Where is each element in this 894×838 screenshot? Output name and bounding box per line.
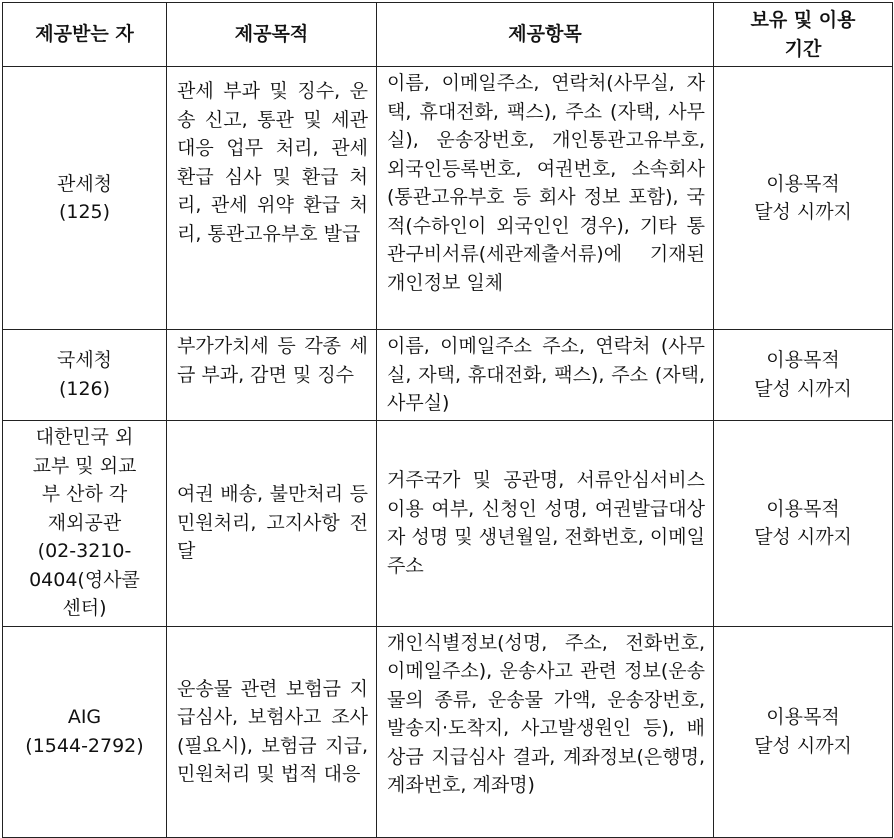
recipient-cell: 관세청 (125) xyxy=(3,67,167,330)
items-cell: 개인식별정보(성명, 주소, 전화번호, 이메일주소), 운송사고 관련 정보(운송물의 종류, 운송물 가액, 운송장번호, 발송지·도착지, 사고발생원인 등), 배상금 지급심사 결과, 계좌정보(은행명, 계좌번호, 계좌명) xyxy=(377,626,714,837)
header-items: 제공항목 xyxy=(377,3,714,67)
period-cell: 이용목적 달성 시까지 xyxy=(714,420,893,626)
table-row xyxy=(3,67,893,330)
recipient-cell: 대한민국 외 교부 및 외교 부 산하 각 재외공관 (02-3210- 0404(영사콜 센터) xyxy=(3,420,167,626)
table-row xyxy=(3,330,893,421)
data-provision-table xyxy=(2,2,893,838)
recipient-cell: 국세청 (126) xyxy=(3,330,167,421)
header-recipient: 제공받는 자 xyxy=(3,3,167,67)
recipient-cell: AIG (1544-2792) xyxy=(3,626,167,837)
table-row xyxy=(3,420,893,626)
items-cell: 거주국가 및 공관명, 서류안심서비스 이용 여부, 신청인 성명, 여권발급대상자 성명 및 생년월일, 전화번호, 이메일주소 xyxy=(377,420,714,626)
items-cell: 이름, 이메일주소, 연락처(사무실, 자택, 휴대전화, 팩스), 주소 (자택, 사무실), 운송장번호, 개인통관고유부호, 외국인등록번호, 여권번호, 소속회사(통관고유부호 등 회사 정보 포함), 국적(수하인이 외국인인 경우), 기타 통관구비서류(세관제출서류)에 기재된 개인정보 일체 xyxy=(377,67,714,330)
purpose-cell: 부가가치세 등 각종 세금 부과, 감면 및 징수 xyxy=(167,330,377,421)
table-row xyxy=(3,626,893,837)
period-cell: 이용목적 달성 시까지 xyxy=(714,626,893,837)
purpose-cell: 관세 부과 및 징수, 운송 신고, 통관 및 세관 대응 업무 처리, 관세 환급 심사 및 환급 처리, 관세 위약 환급 처리, 통관고유부호 발급 xyxy=(167,67,377,330)
header-period: 보유 및 이용 기간 xyxy=(714,3,893,67)
period-cell: 이용목적 달성 시까지 xyxy=(714,67,893,330)
header-purpose: 제공목적 xyxy=(167,3,377,67)
purpose-cell: 여권 배송, 불만처리 등 민원처리, 고지사항 전달 xyxy=(167,420,377,626)
items-cell: 이름, 이메일주소 주소, 연락처 (사무실, 자택, 휴대전화, 팩스), 주소 (자택, 사무실) xyxy=(377,330,714,421)
header-row xyxy=(3,3,893,67)
period-cell: 이용목적 달성 시까지 xyxy=(714,330,893,421)
purpose-cell: 운송물 관련 보험금 지급심사, 보험사고 조사(필요시), 보험금 지급, 민원처리 및 법적 대응 xyxy=(167,626,377,837)
